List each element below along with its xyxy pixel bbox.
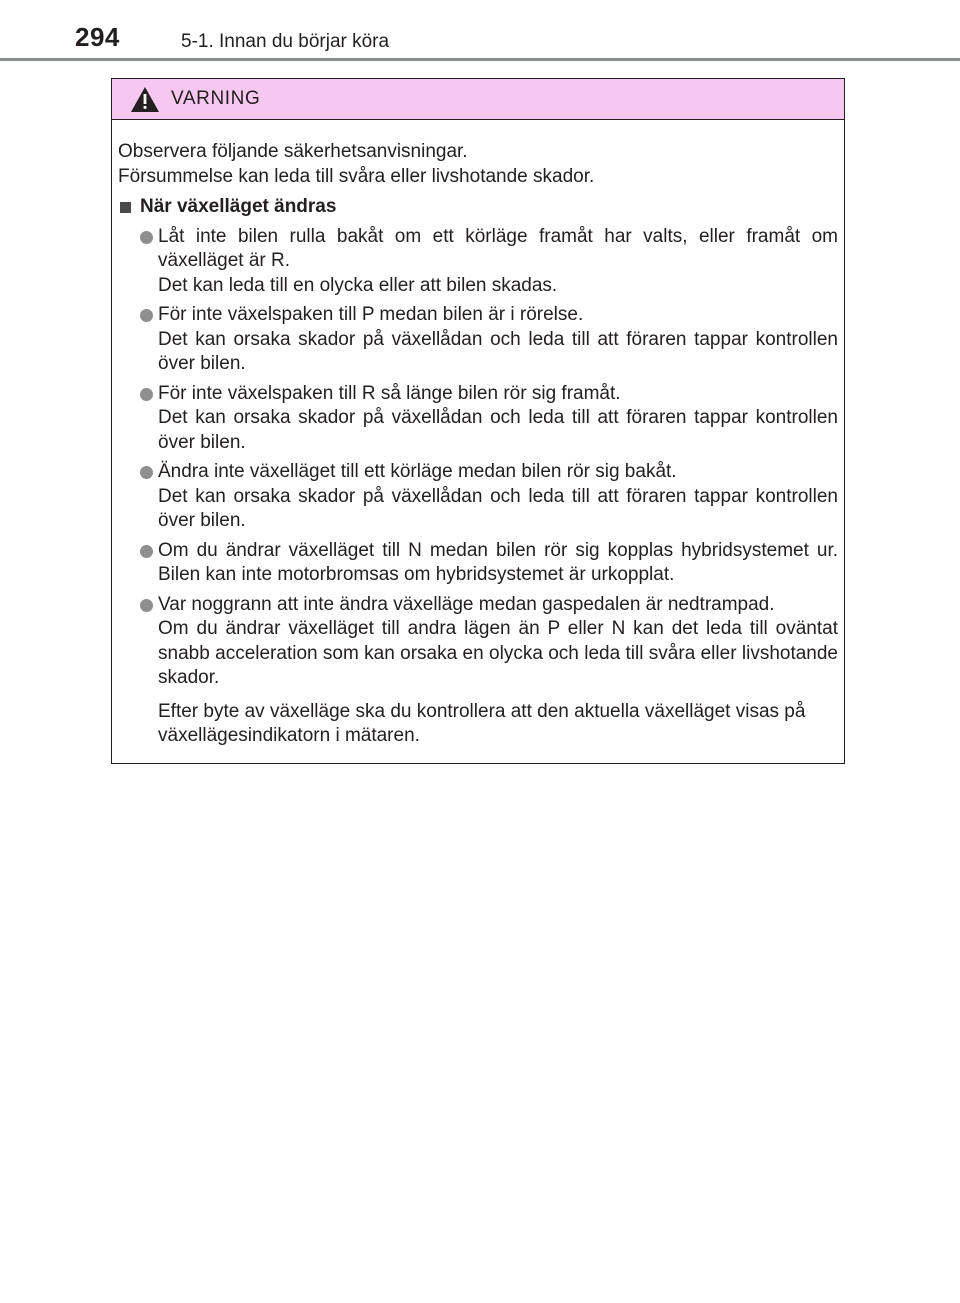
bullet-line: Det kan orsaka skador på växellådan och leda till att föraren tappar kontrollen över bilen. [158, 407, 838, 453]
warning-box [111, 78, 845, 764]
bullet-line: Det kan leda till en olycka eller att bilen skadas. [158, 274, 558, 296]
warning-body [112, 120, 844, 749]
page-number: 294 [75, 22, 120, 52]
round-bullet-icon [140, 388, 153, 401]
bullet-text [158, 593, 838, 691]
bullet-item [118, 460, 838, 534]
intro-line: Observera följande säkerhetsanvisningar. [118, 141, 468, 162]
bullet-line: För inte växelspaken till P medan bilen är i rörelse. [158, 304, 584, 325]
bullet-text [158, 460, 838, 534]
section-title: 5-1. Innan du börjar köra [181, 31, 390, 52]
warning-title: VARNING [171, 88, 261, 109]
bullet-item [118, 225, 838, 299]
note-paragraph: Efter byte av växelläge ska du kontrollera att den aktuella växelläget visas på växellägesindikatorn i mätaren. [158, 700, 806, 746]
bullet-text [158, 303, 838, 377]
round-bullet-icon [140, 231, 153, 244]
bullet-line: Det kan orsaka skador på växellådan och leda till att föraren tappar kontrollen över bilen. [158, 328, 838, 374]
bullet-line: Det kan orsaka skador på växellådan och leda till att föraren tappar kontrollen över bilen. [158, 485, 838, 531]
subsection-heading-text: När växelläget ändras [140, 196, 337, 217]
bullet-text [158, 225, 838, 299]
bullet-item [118, 303, 838, 377]
bullet-text [158, 539, 838, 588]
round-bullet-icon [140, 309, 153, 322]
round-bullet-icon [140, 599, 153, 612]
bullet-text [158, 382, 838, 456]
round-bullet-icon [140, 545, 153, 558]
bullet-line: Var noggrann att inte ändra växelläge medan gaspedalen är nedtrampad. [158, 593, 775, 615]
page-header [0, 0, 960, 62]
intro-line: Försummelse kan leda till svåra eller livshotande skador. [118, 165, 595, 187]
header-rule [0, 58, 960, 61]
square-bullet-icon [120, 202, 131, 213]
subsection [118, 195, 838, 749]
bullet-line: Ändra inte växelläget till ett körläge medan bilen rör sig bakåt. [158, 461, 677, 482]
bullet-line: För inte växelspaken till R så länge bilen rör sig framåt. [158, 382, 621, 404]
warning-triangle-icon [130, 86, 160, 113]
subsection-heading [118, 195, 838, 220]
round-bullet-icon [140, 466, 153, 479]
bullet-line: Om du ändrar växelläget till N medan bilen rör sig kopplas hybridsystemet ur. Bilen kan inte motorbromsas om hybridsystemet är urkopplat. [158, 539, 838, 585]
bullet-item [118, 593, 838, 691]
bullet-item [118, 382, 838, 456]
bullet-line: Om du ändrar växelläget till andra lägen än P eller N kan det leda till oväntat snabb acceleration som kan orsaka en olycka och leda till svåra eller livshotande skador. [158, 618, 838, 688]
warning-header [112, 79, 844, 120]
bullet-line: Låt inte bilen rulla bakåt om ett körläge framåt har valts, eller framåt om växelläget är R. [158, 225, 838, 271]
bullet-item [118, 539, 838, 588]
